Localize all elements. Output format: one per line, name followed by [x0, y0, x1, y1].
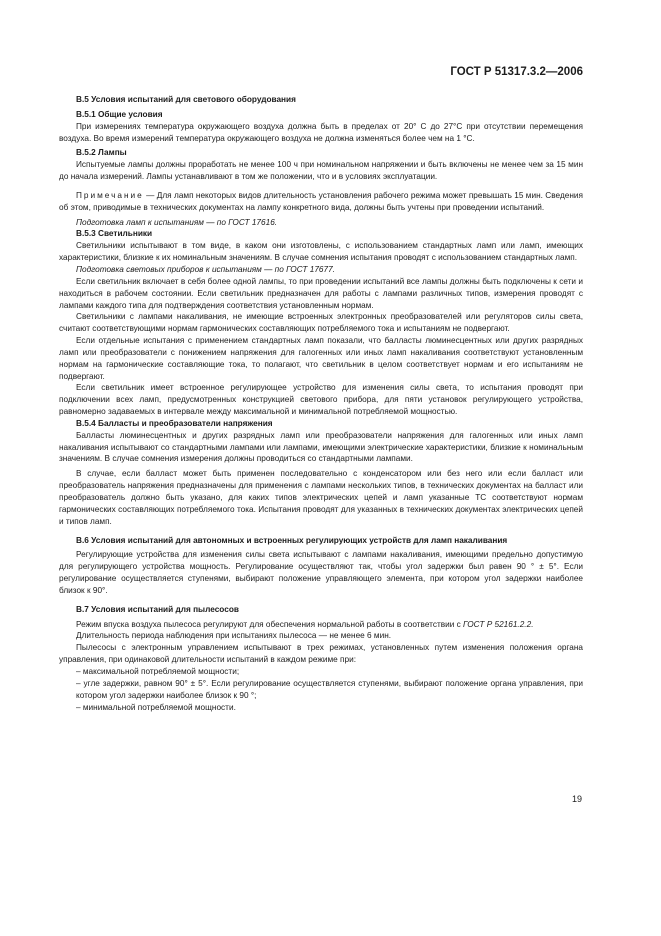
list-item: – минимальной потребляемой мощности. [76, 702, 236, 712]
standard-reference: ГОСТ Р 52161.2.2. [463, 619, 534, 629]
lamp-preparation-note: Подготовка ламп к испытаниям — по ГОСТ 17616. [76, 217, 278, 227]
note-text: — Для ламп некоторых видов длительность установления рабочего режима может превышать 15 мин. Сведения об этом, приводимые в технических документах на лампу конкретного вида, должны быть учтены при проведении испытаний. [59, 190, 583, 212]
paragraph [59, 619, 583, 631]
section-title-b7: В.7 Условия испытаний для пылесосов [76, 604, 239, 614]
list-item: – угле задержки, равном 90° ± 5°. Если регулирование осуществляется ступенями, выбирают положение органа управления, при котором угол задержки наиболее близок к 90 °; [76, 678, 583, 700]
list-item: – максимальной потребляемой мощности; [76, 666, 240, 676]
paragraph: Балласты люминесцентных и других разрядных ламп или преобразователи напряжения для галогенных или иных ламп накаливания испытывают со стандартными лампами или лампами, имеющими электрические характеристики, близкие к номинальным значениям. В случае сомнения измерения должны проводиться со стандартными лампами. [59, 430, 583, 464]
section-title-b54: В.5.4 Балласты и преобразователи напряжения [76, 418, 273, 428]
paragraph: Если светильник имеет встроенное регулирующее устройство для изменения силы света, то испытания проводят при подключении всех ламп, предусмотренных конструкцией светового прибора, для пяти установок регулирующего устройства, равномерно задаваемых в интервале между максимальной и минимальной потребляемой мощностью. [59, 383, 583, 417]
note-label: Примечание [76, 190, 144, 200]
paragraph: Испытуемые лампы должны проработать не менее 100 ч при номинальном напряжении и быть включены не менее чем за 15 мин до начала измерений. Лампы устанавливают в том же положении, что и в условиях эксплуатации. [59, 160, 583, 182]
paragraph: Если отдельные испытания с применением стандартных ламп показали, что балласты люминесцентных или других разрядных ламп или преобразователи с понижением напряжения для галогенных или иных ламп накаливания соответствуют установленным нормам на гармонические составляющие тока, то полагают, что светильник в целом соответствует нормам и его испытаниям не подвергают. [59, 336, 583, 381]
section-title-b52: В.5.2 Лампы [76, 148, 127, 158]
paragraph: Регулирующие устройства для изменения силы света испытывают с лампами накаливания, имеющими предельно допустимую для регулирующего устройства мощность. Регулирование осуществляют так, чтобы угол задержки был равен 90 ° ± 5°. Если регулирование осуществляется ступенями, выбирают положение управляющего элемента, при котором угол задержки наиболее близок к 90°. [59, 550, 583, 595]
paragraph: При измерениях температура окружающего воздуха должна быть в пределах от 20° С до 27°С при отсутствии перемещения воздуха. Во время измерений температура окружающего воздуха не должна изменяться более чем на 1 °С. [59, 121, 583, 143]
page-content [59, 92, 583, 713]
paragraph: Светильники испытывают в том виде, в каком они изготовлены, с использованием стандартных ламп или ламп, имеющих характеристики, близкие к их номинальным значениям. В случае сомнения испытания проводят с использованием стандартных ламп. [59, 241, 583, 263]
luminaire-preparation-note: Подготовка световых приборов к испытаниям — по ГОСТ 17677. [76, 264, 335, 274]
paragraph: В случае, если балласт может быть применен последовательно с конденсатором или без него или если балласт или преобразователь напряжения предназначены для применения с лампами нескольких типов, в технических документах на балласт или преобразователь должно быть указано, для каких типов электрических цепей и ламп указанные ТС соответствуют нормам гармонических составляющих потребляемого тока. Испытания проводят для указанных в технических документах электрических цепей и типов ламп. [59, 469, 583, 526]
section-title-b6: В.6 Условия испытаний для автономных и встроенных регулирующих устройств для ламп накаливания [76, 535, 508, 545]
document-code: ГОСТ Р 51317.3.2—2006 [450, 66, 583, 78]
paragraph: Светильники с лампами накаливания, не имеющие встроенных электронных преобразователей или регуляторов силы света, считают соответствующими нормам гармонических составляющих потребляемого тока и испытаниям не подвергают. [59, 312, 583, 334]
page-number: 19 [571, 794, 582, 804]
paragraph: Пылесосы с электронным управлением испытывают в трех режимах, установленных путем изменения положения органа управления, при одинаковой длительности испытаний в каждом режиме при: [59, 643, 583, 665]
section-title-b5: В.5 Условия испытаний для светового оборудования [76, 95, 296, 104]
note-paragraph [59, 190, 583, 214]
paragraph: Если светильник включает в себя более одной лампы, то при проведении испытаний все лампы должны быть подключены к сети и находиться в рабочем состоянии. Если светильник предназначен для работы с лампами различных типов, измерения проводят с лампами каждого типа для подтверждения соответствия установленным нормам. [59, 276, 583, 310]
section-title-b53: В.5.3 Светильники [76, 229, 153, 239]
section-title-b51: В.5.1 Общие условия [76, 109, 163, 119]
paragraph-text: Режим впуска воздуха пылесоса регулируют для обеспечения нормальной работы в соответствии с [76, 619, 464, 629]
paragraph: Длительность периода наблюдения при испытаниях пылесоса — не менее 6 мин. [76, 631, 392, 641]
